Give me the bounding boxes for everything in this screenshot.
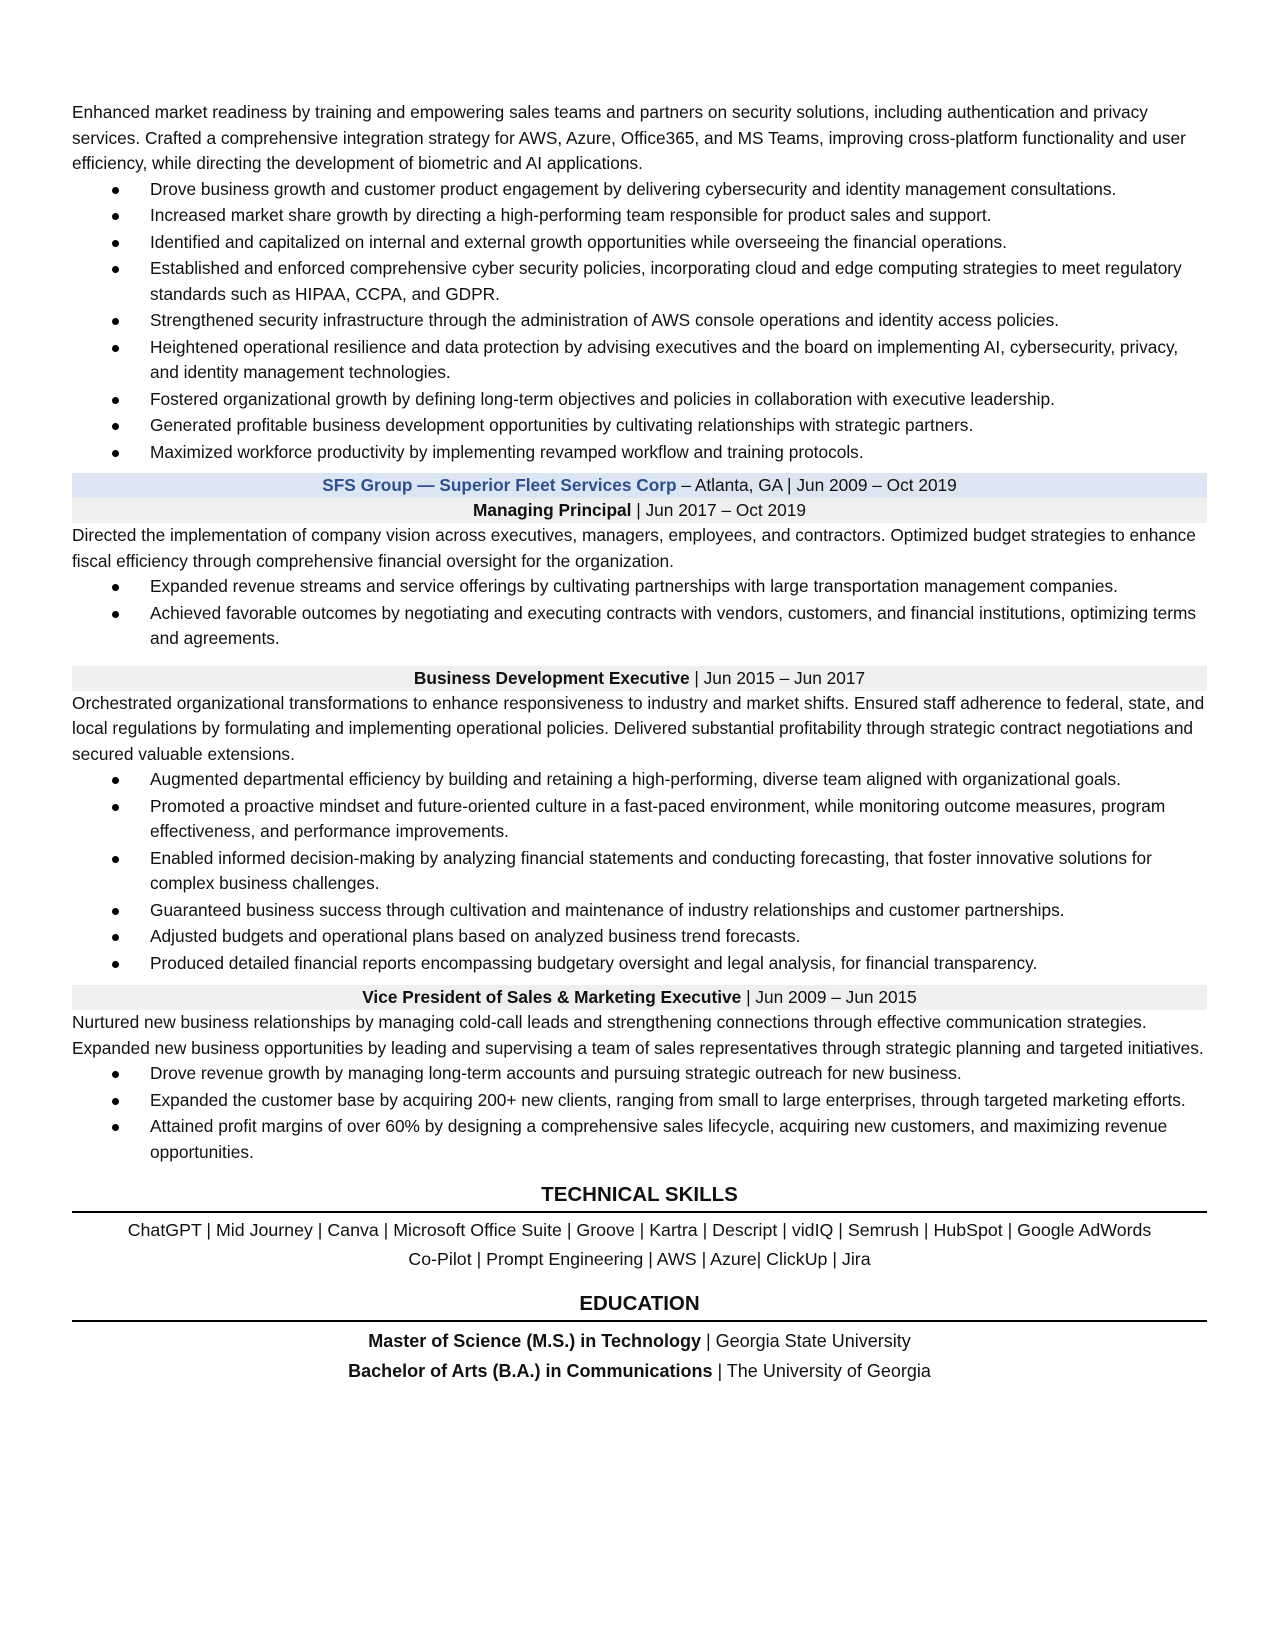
bullet-icon [112, 584, 119, 591]
bullet-text: Attained profit margins of over 60% by designing a comprehensive sales lifecycle, acquiring new customers, and maximizing revenue opportunities. [150, 1116, 1168, 1162]
education-entry [72, 1326, 1207, 1356]
list-item [72, 951, 1207, 977]
bullet-icon [112, 856, 119, 863]
resume-page [72, 100, 1207, 1386]
bullet-icon [112, 804, 119, 811]
bullet-text: Established and enforced comprehensive cyber security policies, incorporating cloud and edge computing strategies to meet regulatory standards such as HIPAA, CCPA, and GDPR. [150, 258, 1182, 304]
bullet-icon [112, 213, 119, 220]
school: | The University of Georgia [712, 1361, 931, 1381]
bullet-text: Generated profitable business development opportunities by cultivating relationships with strategic partners. [150, 415, 974, 435]
bullet-text: Expanded the customer base by acquiring 200+ new clients, ranging from small to large enterprises, through targeted marketing efforts. [150, 1089, 1186, 1110]
bullet-icon [112, 611, 119, 618]
skills-heading: TECHNICAL SKILLS [72, 1179, 1207, 1213]
bullet-text: Enabled informed decision-making by analyzing financial statements and conducting forecasting, that foster innovative solutions for complex business challenges. [150, 847, 1152, 893]
spacer [72, 977, 1207, 985]
list-item [72, 230, 1207, 256]
list-item [72, 203, 1207, 229]
bullet-icon [112, 777, 119, 784]
bullet-text: Adjusted budgets and operational plans based on analyzed business trend forecasts. [150, 926, 801, 946]
bullet-icon [112, 266, 119, 273]
bullet-text: Produced detailed financial reports encompassing budgetary oversight and legal analysis, for financial transparency. [150, 952, 1038, 973]
bullet-text: Increased market share growth by directing a high-performing team responsible for product sales and support. [150, 205, 992, 225]
list-item [72, 177, 1207, 203]
list-item [72, 387, 1207, 413]
bullet-text: Expanded revenue streams and service offerings by cultivating partnerships with large transportation management companies. [150, 576, 1118, 596]
list-item [72, 846, 1207, 897]
bullet-icon [112, 1071, 119, 1078]
role-bullet-list [72, 1061, 1207, 1165]
bullet-text: Achieved favorable outcomes by negotiating and executing contracts with vendors, customers, and financial institutions, optimizing terms and agreements. [150, 602, 1197, 648]
skills-list [72, 1216, 1207, 1274]
role-dates: | Jun 2017 – Oct 2019 [631, 500, 806, 520]
role-header [72, 498, 1207, 523]
bullet-icon [112, 423, 119, 430]
education-heading: EDUCATION [72, 1288, 1207, 1322]
bullet-text: Identified and capitalized on internal and external growth opportunities while overseeing the financial operations. [150, 231, 1007, 252]
role-summary: Directed the implementation of company vision across executives, managers, employees, and contractors. Optimized budget strategies to enhance fiscal efficiency through comprehensive financial oversight for the organization. [72, 525, 1196, 571]
bullet-icon [112, 1098, 119, 1105]
list-item [72, 767, 1207, 793]
list-item [72, 308, 1207, 334]
bullet-text: Augmented departmental efficiency by building and retaining a high-performing, diverse team aligned with organizational goals. [150, 769, 1121, 789]
bullet-icon [112, 318, 119, 325]
list-item [72, 898, 1207, 924]
role-title: Managing Principal [473, 500, 632, 520]
bullet-text: Promoted a proactive mindset and future-oriented culture in a fast-paced environment, while monitoring outcome measures, program effectiveness, and performance improvements. [150, 795, 1166, 841]
education-list [72, 1326, 1207, 1386]
bullet-icon [112, 1124, 119, 1131]
bullet-text: Drove revenue growth by managing long-term accounts and pursuing strategic outreach for new business. [150, 1063, 962, 1083]
bullet-icon [112, 908, 119, 915]
company-details: – Atlanta, GA | Jun 2009 – Oct 2019 [676, 475, 957, 495]
company-header [72, 473, 1207, 498]
degree: Bachelor of Arts (B.A.) in Communications [348, 1361, 713, 1381]
role-summary: Nurtured new business relationships by managing cold-call leads and strengthening connections through effective communication strategies. Expanded new business opportunities by leading and supervising a team of sales representatives through strategic planning and targeted initiatives. [72, 1012, 1204, 1058]
spacer [72, 653, 1207, 666]
list-item [72, 1114, 1207, 1165]
skills-line: Co-Pilot | Prompt Engineering | AWS | Azure| ClickUp | Jira [408, 1249, 871, 1269]
bullet-text: Heightened operational resilience and data protection by advising executives and the board on implementing AI, cybersecurity, privacy, and identity management technologies. [150, 336, 1179, 382]
bullet-text: Maximized workforce productivity by implementing revamped workflow and training protocols. [150, 441, 864, 462]
bullet-icon [112, 450, 119, 457]
role-title: Vice President of Sales & Marketing Executive [362, 987, 742, 1007]
intro-summary: Enhanced market readiness by training and empowering sales teams and partners on security solutions, including authentication and privacy services. Crafted a comprehensive integration strategy for AWS, Azure, Office365, and MS Teams, improving cross-platform functionality and user efficiency, while directing the development of biometric and AI applications. [72, 102, 1186, 173]
bullet-text: Guaranteed business success through cultivation and maintenance of industry relationships and customer partnerships. [150, 899, 1065, 920]
role-header [72, 985, 1207, 1010]
list-item [72, 601, 1207, 652]
list-item [72, 794, 1207, 845]
school: | Georgia State University [700, 1331, 911, 1351]
list-item [72, 924, 1207, 950]
list-item [72, 1061, 1207, 1087]
bullet-text: Drove business growth and customer product engagement by delivering cybersecurity and identity management consultations. [150, 178, 1117, 199]
bullet-icon [112, 187, 119, 194]
list-item [72, 413, 1207, 439]
list-item [72, 256, 1207, 307]
list-item [72, 1088, 1207, 1114]
bullet-text: Strengthened security infrastructure through the administration of AWS console operations and identity access policies. [150, 310, 1060, 330]
bullet-icon [112, 240, 119, 247]
company-name: SFS Group — Superior Fleet Services Corp [322, 475, 677, 495]
intro-bullet-list [72, 177, 1207, 466]
role-bullet-list [72, 767, 1207, 976]
bullet-icon [112, 934, 119, 941]
degree: Master of Science (M.S.) in Technology [368, 1331, 701, 1351]
bullet-icon [112, 397, 119, 404]
bullet-icon [112, 345, 119, 352]
list-item [72, 440, 1207, 466]
role-dates: | Jun 2009 – Jun 2015 [741, 987, 917, 1007]
role-title: Business Development Executive [413, 667, 690, 688]
list-item [72, 335, 1207, 386]
role-dates: | Jun 2015 – Jun 2017 [689, 667, 866, 688]
bullet-icon [112, 961, 119, 968]
role-header [72, 666, 1207, 691]
role-bullet-list [72, 574, 1207, 652]
bullet-text: Fostered organizational growth by defining long-term objectives and policies in collaboration with executive leadership. [150, 388, 1055, 409]
list-item [72, 574, 1207, 600]
skills-line: ChatGPT | Mid Journey | Canva | Microsoft Office Suite | Groove | Kartra | Descript | vidIQ | Semrush | HubSpot | Google AdWords [127, 1220, 1152, 1240]
education-entry [72, 1356, 1207, 1386]
role-summary: Orchestrated organizational transformations to enhance responsiveness to industry and market shifts. Ensured staff adherence to federal, state, and local regulations by formulating and implementing operational policies. Delivered substantial profitability through strategic contract negotiations and secured valuable extensions. [72, 692, 1205, 764]
